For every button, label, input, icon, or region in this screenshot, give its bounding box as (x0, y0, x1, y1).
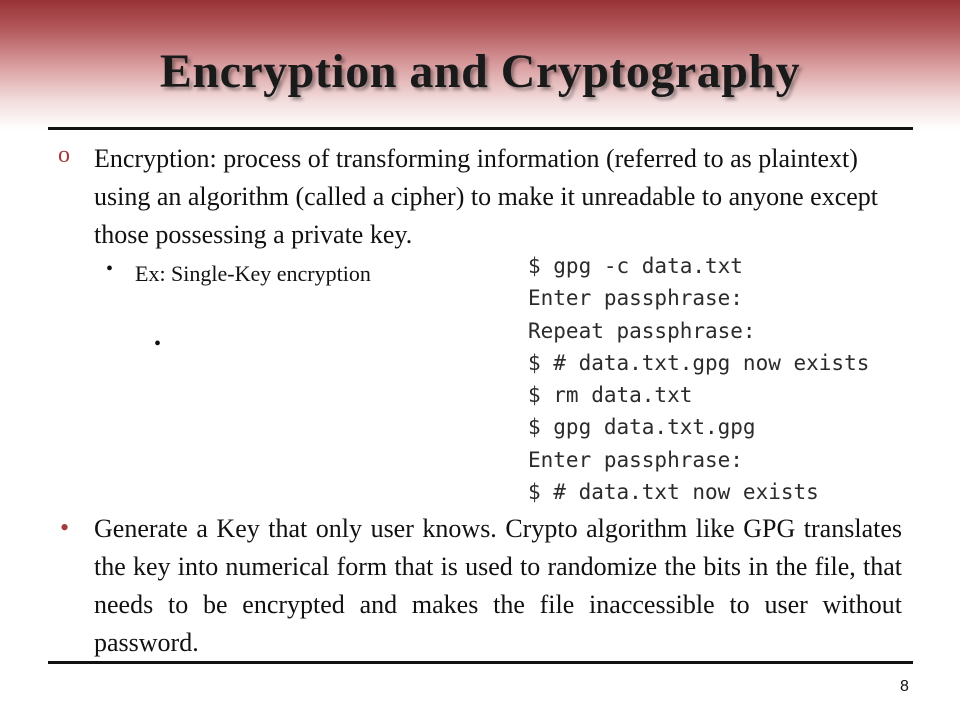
terminal-snippet (528, 250, 869, 508)
footer-divider (48, 661, 913, 664)
title-divider (48, 127, 913, 130)
slide-title: Encryption and Cryptography (159, 45, 801, 98)
terminal-line: $ # data.txt.gpg now exists (528, 350, 870, 375)
single-key-example-text: Ex: Single-Key encryption (135, 261, 371, 286)
encryption-definition-text: Encryption: process of transforming information (referred to as plaintext) using an algorithm (called a cipher) to make it unreadable to anyone except those possessing a private key. (94, 144, 879, 249)
empty-bullet-icon: • (154, 333, 162, 355)
key-generation-text: Generate a Key that only user knows. Crypto algorithm like GPG translates the key into numerical form that is used to randomize the bits in the file, that needs to be encrypted and makes the file inaccessible to user without password. (94, 514, 902, 657)
terminal-line: $ gpg -c data.txt (528, 254, 743, 278)
terminal-line: Repeat passphrase: (528, 318, 756, 343)
circle-bullet-icon: o (58, 142, 70, 168)
sub-bullet-icon: • (106, 258, 114, 280)
terminal-line: $ gpg data.txt.gpg (528, 415, 756, 440)
bullet-icon: • (60, 513, 70, 542)
terminal-line: Enter passphrase: (528, 286, 743, 311)
page-number: 8 (900, 678, 909, 695)
terminal-line: Enter passphrase: (528, 447, 743, 472)
terminal-line: $ rm data.txt (528, 383, 693, 408)
terminal-line: $ # data.txt now exists (528, 480, 819, 505)
